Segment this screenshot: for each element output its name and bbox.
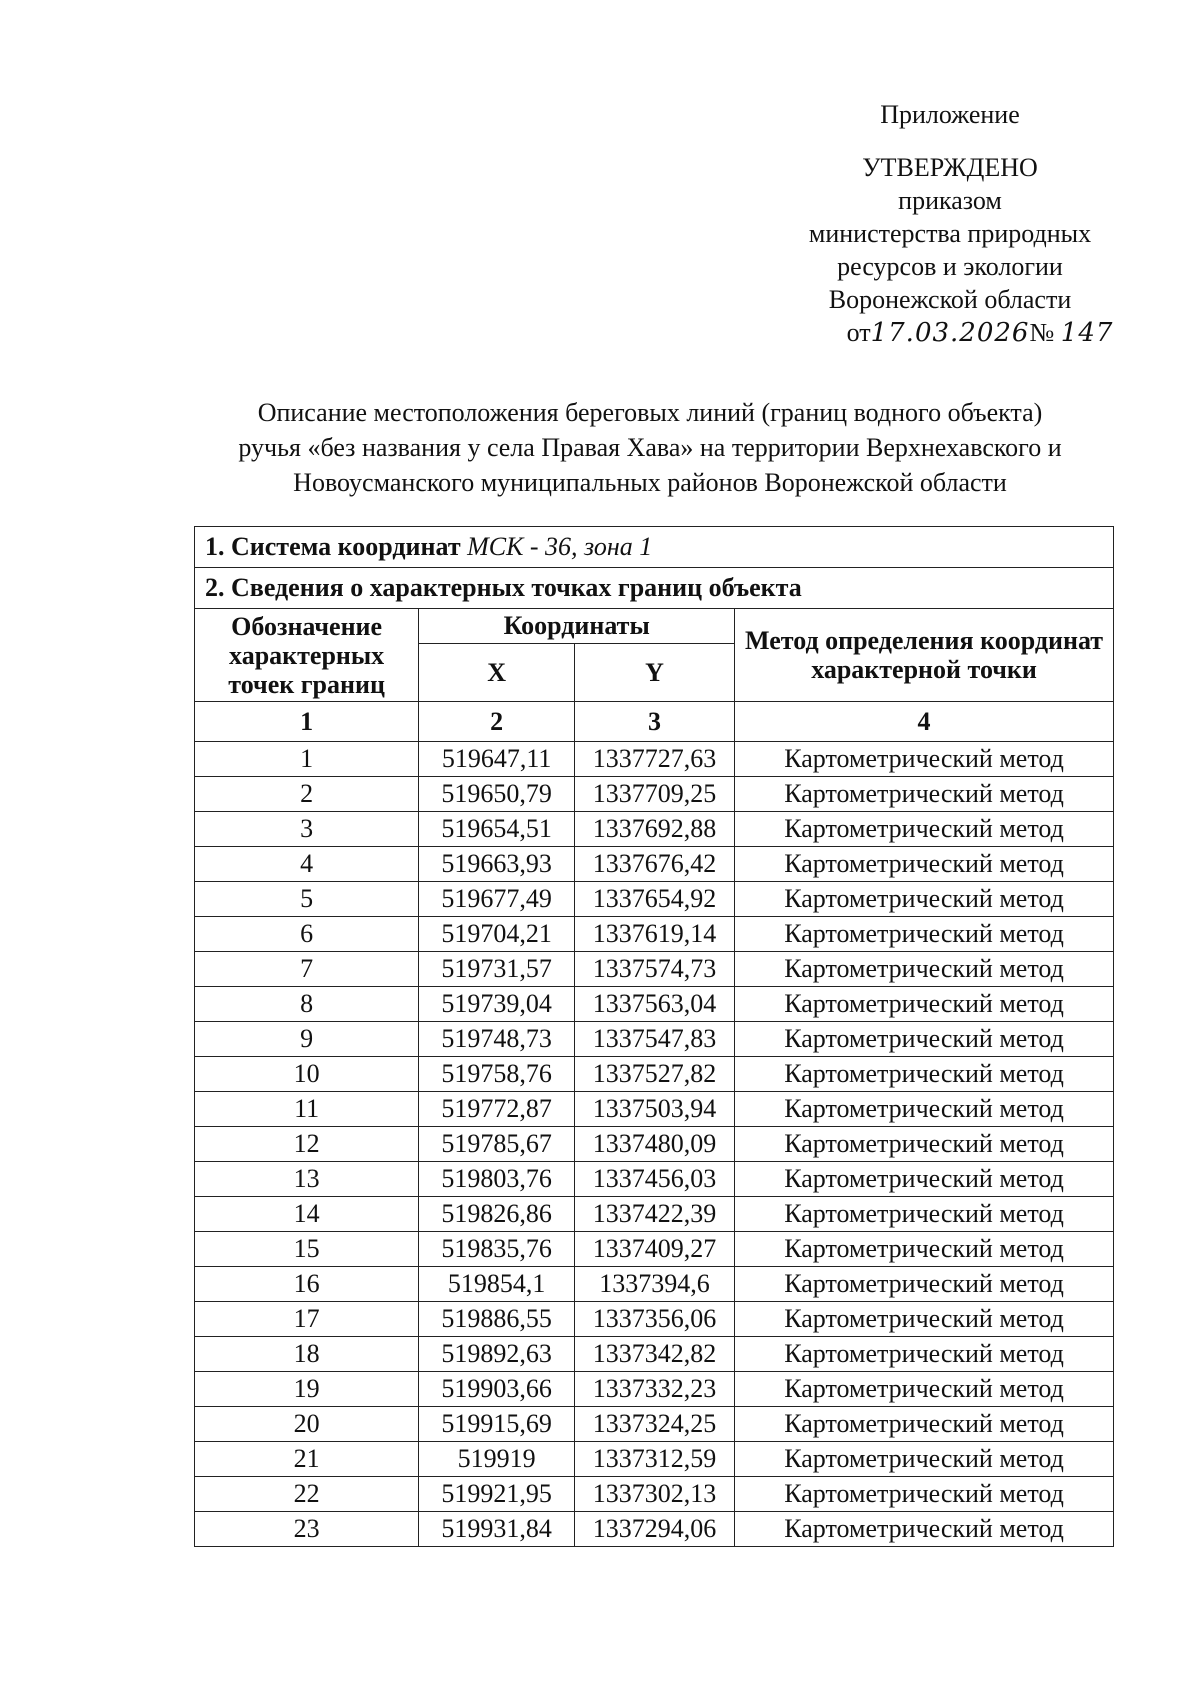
y-coordinate: 1337342,82 — [574, 1337, 734, 1372]
number-prefix: № — [1029, 318, 1055, 347]
x-coordinate: 519903,66 — [419, 1372, 575, 1407]
x-coordinate: 519739,04 — [419, 987, 575, 1022]
method: Картометрический метод — [735, 987, 1114, 1022]
table-row — [195, 1127, 1114, 1162]
table-row — [195, 777, 1114, 812]
method: Картометрический метод — [735, 1407, 1114, 1442]
appendix-label: Приложение — [880, 100, 1020, 129]
point-number: 19 — [195, 1372, 419, 1407]
table-row — [195, 812, 1114, 847]
coordinate-system-value: МСК - 36, зона 1 — [467, 532, 653, 561]
approval-line: министерства природных — [808, 219, 1092, 248]
x-coordinate: 519647,11 — [419, 742, 575, 777]
method: Картометрический метод — [735, 777, 1114, 812]
point-number: 17 — [195, 1302, 419, 1337]
col-number: 2 — [419, 702, 575, 742]
method: Картометрический метод — [735, 1302, 1114, 1337]
y-coordinate: 1337727,63 — [574, 742, 734, 777]
method: Картометрический метод — [735, 1022, 1114, 1057]
point-number: 23 — [195, 1512, 419, 1547]
x-coordinate: 519663,93 — [419, 847, 575, 882]
method: Картометрический метод — [735, 1127, 1114, 1162]
method: Картометрический метод — [735, 1337, 1114, 1372]
y-coordinate: 1337332,23 — [574, 1372, 734, 1407]
y-coordinate: 1337563,04 — [574, 987, 734, 1022]
table-row — [195, 1337, 1114, 1372]
table-row — [195, 1092, 1114, 1127]
title-line: Новоусманского муниципальных районов Воронежской области — [293, 468, 1007, 497]
x-coordinate: 519931,84 — [419, 1512, 575, 1547]
x-coordinate: 519748,73 — [419, 1022, 575, 1057]
method: Картометрический метод — [735, 1442, 1114, 1477]
point-number: 4 — [195, 847, 419, 882]
table-row — [195, 1232, 1114, 1267]
handwritten-number: 147 — [1060, 318, 1114, 348]
x-coordinate: 519835,76 — [419, 1232, 575, 1267]
point-number: 9 — [195, 1022, 419, 1057]
section-label: 1. Система координат — [205, 532, 468, 561]
point-number: 21 — [195, 1442, 419, 1477]
y-coordinate: 1337422,39 — [574, 1197, 734, 1232]
y-coordinate: 1337324,25 — [574, 1407, 734, 1442]
title-line: ручья «без названия у села Правая Хава» на территории Верхнехавского и — [238, 433, 1062, 462]
y-coordinate: 1337619,14 — [574, 917, 734, 952]
method: Картометрический метод — [735, 1057, 1114, 1092]
coordinate-system-row — [195, 527, 1114, 568]
y-coordinate: 1337302,13 — [574, 1477, 734, 1512]
y-coordinate: 1337409,27 — [574, 1232, 734, 1267]
method: Картометрический метод — [735, 812, 1114, 847]
y-coordinate: 1337480,09 — [574, 1127, 734, 1162]
coordinates-table — [194, 526, 1114, 1547]
date-prefix: от — [846, 318, 871, 347]
point-number: 22 — [195, 1477, 419, 1512]
x-coordinate: 519731,57 — [419, 952, 575, 987]
y-coordinate: 1337676,42 — [574, 847, 734, 882]
point-number: 3 — [195, 812, 419, 847]
col-header-point: Обозначение характерных точек границ — [195, 609, 419, 702]
table-row — [195, 1302, 1114, 1337]
method: Картометрический метод — [735, 952, 1114, 987]
x-coordinate: 519772,87 — [419, 1092, 575, 1127]
y-coordinate: 1337709,25 — [574, 777, 734, 812]
table-row — [195, 987, 1114, 1022]
col-header-method: Метод определения координат характерной точки — [735, 609, 1114, 702]
point-number: 14 — [195, 1197, 419, 1232]
method: Картометрический метод — [735, 882, 1114, 917]
point-number: 10 — [195, 1057, 419, 1092]
table-row — [195, 1267, 1114, 1302]
method: Картометрический метод — [735, 1477, 1114, 1512]
table-row — [195, 742, 1114, 777]
x-coordinate: 519758,76 — [419, 1057, 575, 1092]
approval-block — [760, 98, 1140, 350]
approval-line: Воронежской области — [828, 285, 1072, 314]
y-coordinate: 1337294,06 — [574, 1512, 734, 1547]
title-line: Описание местоположения береговых линий (границ водного объекта) — [257, 398, 1043, 427]
handwritten-date: 17.03.2026 — [870, 318, 1030, 348]
x-coordinate: 519785,67 — [419, 1127, 575, 1162]
x-coordinate: 519915,69 — [419, 1407, 575, 1442]
table-row — [195, 952, 1114, 987]
col-header-y: Y — [574, 644, 734, 702]
y-coordinate: 1337527,82 — [574, 1057, 734, 1092]
col-number: 4 — [735, 702, 1114, 742]
x-coordinate: 519704,21 — [419, 917, 575, 952]
table-row — [195, 917, 1114, 952]
method: Картометрический метод — [735, 1372, 1114, 1407]
document-title — [150, 395, 1150, 500]
y-coordinate: 1337356,06 — [574, 1302, 734, 1337]
col-header-x: X — [419, 644, 575, 702]
table-row — [195, 1022, 1114, 1057]
point-number: 7 — [195, 952, 419, 987]
table-row — [195, 1372, 1114, 1407]
point-number: 5 — [195, 882, 419, 917]
point-number: 2 — [195, 777, 419, 812]
x-coordinate: 519654,51 — [419, 812, 575, 847]
y-coordinate: 1337456,03 — [574, 1162, 734, 1197]
y-coordinate: 1337574,73 — [574, 952, 734, 987]
x-coordinate: 519921,95 — [419, 1477, 575, 1512]
x-coordinate: 519677,49 — [419, 882, 575, 917]
method: Картометрический метод — [735, 1092, 1114, 1127]
point-number: 20 — [195, 1407, 419, 1442]
method: Картометрический метод — [735, 1512, 1114, 1547]
x-coordinate: 519886,55 — [419, 1302, 575, 1337]
point-number: 6 — [195, 917, 419, 952]
method: Картометрический метод — [735, 1162, 1114, 1197]
x-coordinate: 519892,63 — [419, 1337, 575, 1372]
point-number: 1 — [195, 742, 419, 777]
method: Картометрический метод — [735, 917, 1114, 952]
point-number: 12 — [195, 1127, 419, 1162]
x-coordinate: 519919 — [419, 1442, 575, 1477]
order-date-line — [760, 316, 1140, 350]
table-row — [195, 847, 1114, 882]
table-row — [195, 1162, 1114, 1197]
col-header-coords: Координаты — [419, 609, 735, 644]
approval-line: приказом — [898, 186, 1002, 215]
table-row — [195, 1477, 1114, 1512]
col-number: 1 — [195, 702, 419, 742]
y-coordinate: 1337312,59 — [574, 1442, 734, 1477]
y-coordinate: 1337654,92 — [574, 882, 734, 917]
y-coordinate: 1337692,88 — [574, 812, 734, 847]
method: Картометрический метод — [735, 847, 1114, 882]
point-number: 18 — [195, 1337, 419, 1372]
approval-line: ресурсов и экологии — [837, 252, 1063, 281]
point-number: 8 — [195, 987, 419, 1022]
method: Картометрический метод — [735, 742, 1114, 777]
point-number: 16 — [195, 1267, 419, 1302]
approved-label: УТВЕРЖДЕНО — [862, 153, 1038, 182]
x-coordinate: 519826,86 — [419, 1197, 575, 1232]
method: Картометрический метод — [735, 1232, 1114, 1267]
y-coordinate: 1337547,83 — [574, 1022, 734, 1057]
method: Картометрический метод — [735, 1267, 1114, 1302]
table-row — [195, 1407, 1114, 1442]
y-coordinate: 1337503,94 — [574, 1092, 734, 1127]
point-number: 13 — [195, 1162, 419, 1197]
point-number: 11 — [195, 1092, 419, 1127]
table-row — [195, 1512, 1114, 1547]
section-heading: 2. Сведения о характерных точках границ объекта — [195, 568, 1114, 609]
point-number: 15 — [195, 1232, 419, 1267]
table-row — [195, 1442, 1114, 1477]
col-number: 3 — [574, 702, 734, 742]
table-row — [195, 882, 1114, 917]
y-coordinate: 1337394,6 — [574, 1267, 734, 1302]
table-row — [195, 1197, 1114, 1232]
x-coordinate: 519650,79 — [419, 777, 575, 812]
x-coordinate: 519803,76 — [419, 1162, 575, 1197]
x-coordinate: 519854,1 — [419, 1267, 575, 1302]
table-row — [195, 1057, 1114, 1092]
method: Картометрический метод — [735, 1197, 1114, 1232]
